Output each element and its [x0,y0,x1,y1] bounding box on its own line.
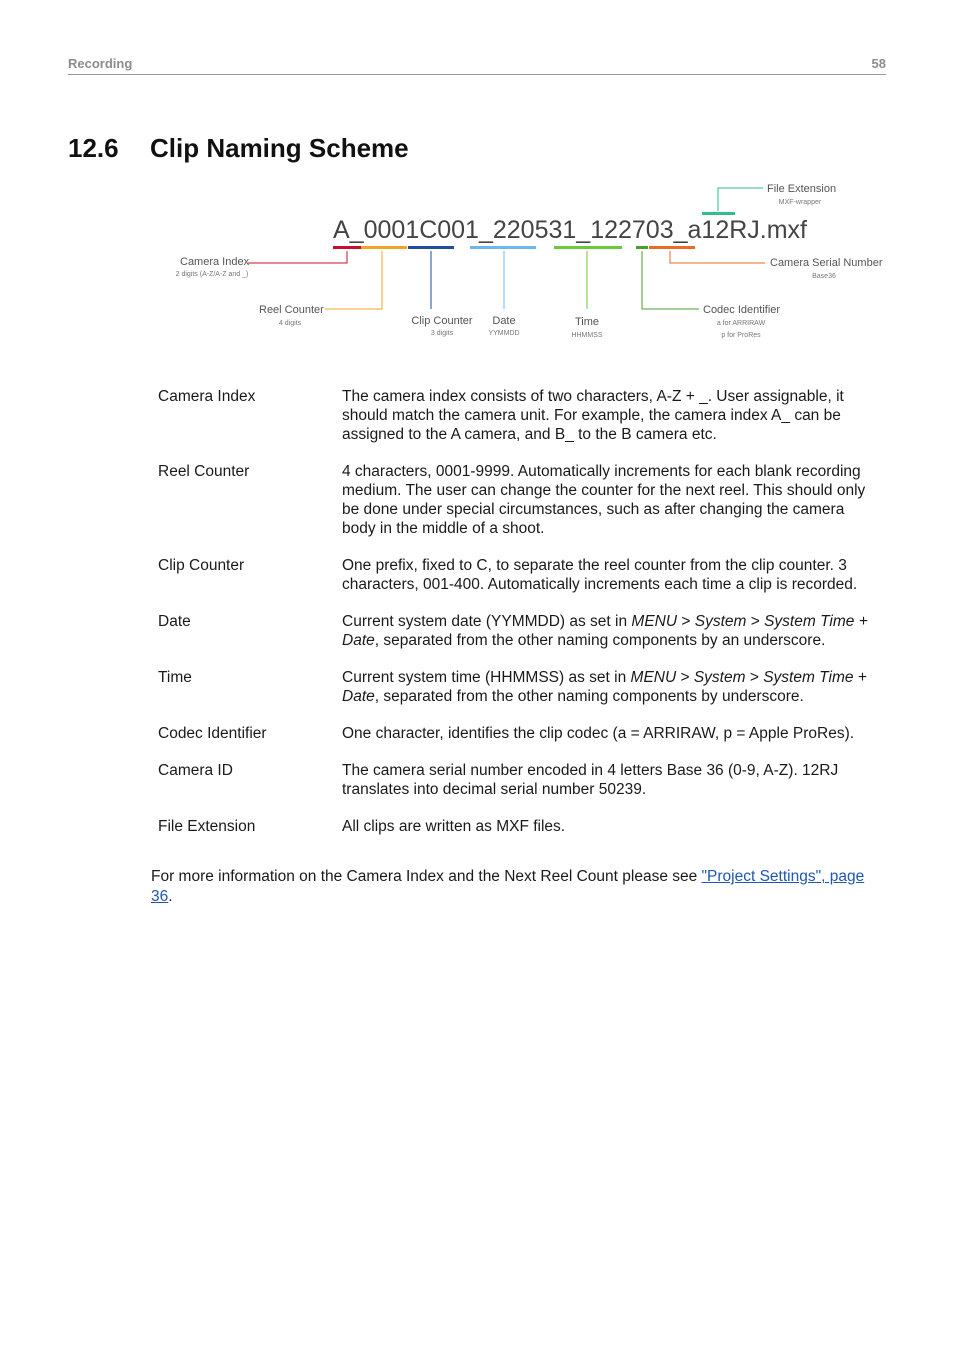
time-label: Time [574,316,600,328]
definition-desc: 4 characters, 0001-9999. Automatically increments for each blank recording medium. The user can change the counter for the next reel. This should only be done under special circumstances, such as after changing the camera body in the middle of a shoot. [342,463,866,537]
definition-desc: One prefix, fixed to C, to separate the reel counter from the clip counter. 3 characters, 001-400. Automatically increments each time a clip is recorded. [342,557,858,593]
clip-counter-underline [408,246,454,249]
codec-sub-arriraw: a for ARRIRAW [716,320,766,327]
time-underline [554,246,622,249]
header-rule [68,74,886,75]
definition-term: Camera Index [158,388,256,405]
date-sub: YYMMDD [488,330,520,337]
extension-leader [718,188,763,211]
definition-row [158,556,888,594]
reel-counter-sub: 4 digits [278,320,302,327]
section-number: 12.6 [68,133,119,163]
note-text: For more information on the Camera Index and the Next Reel Count please see [151,868,702,885]
reel-counter-leader [325,251,382,309]
definition-row [158,761,888,799]
extension-underline [702,212,735,215]
definition-term: File Extension [158,818,256,835]
definition-row [158,462,888,538]
definition-desc: The camera index consists of two characters, A-Z + _. User assignable, it should match the camera unit. For example, the camera index A_ can be assigned to the A camera, and B_ to the B camera etc. [342,388,844,443]
definition-row [158,668,888,706]
camera-serial-sub: Base36 [812,273,836,280]
definition-term: Codec Identifier [158,725,267,742]
camera-index-sub: 2 digits (A-Z/A-Z and _) [175,271,249,278]
reel-counter-label: Reel Counter [259,304,324,316]
time-sub: HHMMSS [571,332,603,339]
camera-index-underline [333,246,361,249]
codec-sub-prores: p for ProRes [721,332,761,339]
clip-naming-diagram [160,175,900,355]
definition-row [158,612,888,650]
camera-index-label: Camera Index [180,256,250,268]
running-header-section: Recording [68,56,133,71]
project-settings-link[interactable]: "Project Settings", page 36 [151,868,865,905]
section-heading [68,133,409,164]
codec-underline [636,246,648,249]
clip-counter-sub: 3 digits [430,330,454,337]
page-number: 58 [871,56,886,71]
file-extension-label: File Extension [767,183,837,195]
example-filename: A_0001C001_220531_122703_a12RJ.mxf [333,216,807,244]
definition-desc: All clips are written as MXF files. [342,818,566,835]
serial-underline [649,246,695,249]
definition-row [158,817,888,836]
date-underline [470,246,536,249]
serial-leader [670,251,765,263]
definition-term: Date [158,613,191,630]
definition-row [158,387,888,444]
clip-counter-label: Clip Counter [411,315,473,327]
file-extension-sub: MXF-wrapper [778,199,822,206]
definition-term: Time [158,669,192,686]
note-end: . [168,888,173,905]
codec-label: Codec Identifier [703,304,781,316]
definition-desc: Current system date (YYMMDD) as set in MENU > System > System Time + Date, separated from the other naming components by an underscore. [342,613,868,649]
date-label: Date [492,315,516,327]
definition-desc: The camera serial number encoded in 4 letters Base 36 (0-9, A-Z). 12RJ translates into decimal serial number 50239. [342,762,839,798]
definition-row [158,724,888,743]
definition-list [158,387,888,854]
cross-reference-note [151,867,871,907]
camera-serial-label: Camera Serial Number [770,257,883,269]
definition-term: Reel Counter [158,463,250,480]
definition-desc: One character, identifies the clip codec (a = ARRIRAW, p = Apple ProRes). [342,725,855,742]
camera-index-leader [248,251,347,263]
definition-desc: Current system time (HHMMSS) as set in MENU > System > System Time + Date, separated from the other naming components by underscore. [342,669,867,705]
definition-term: Camera ID [158,762,233,779]
reel-counter-underline [361,246,407,249]
definition-term: Clip Counter [158,557,245,574]
section-title: Clip Naming Scheme [150,133,409,163]
